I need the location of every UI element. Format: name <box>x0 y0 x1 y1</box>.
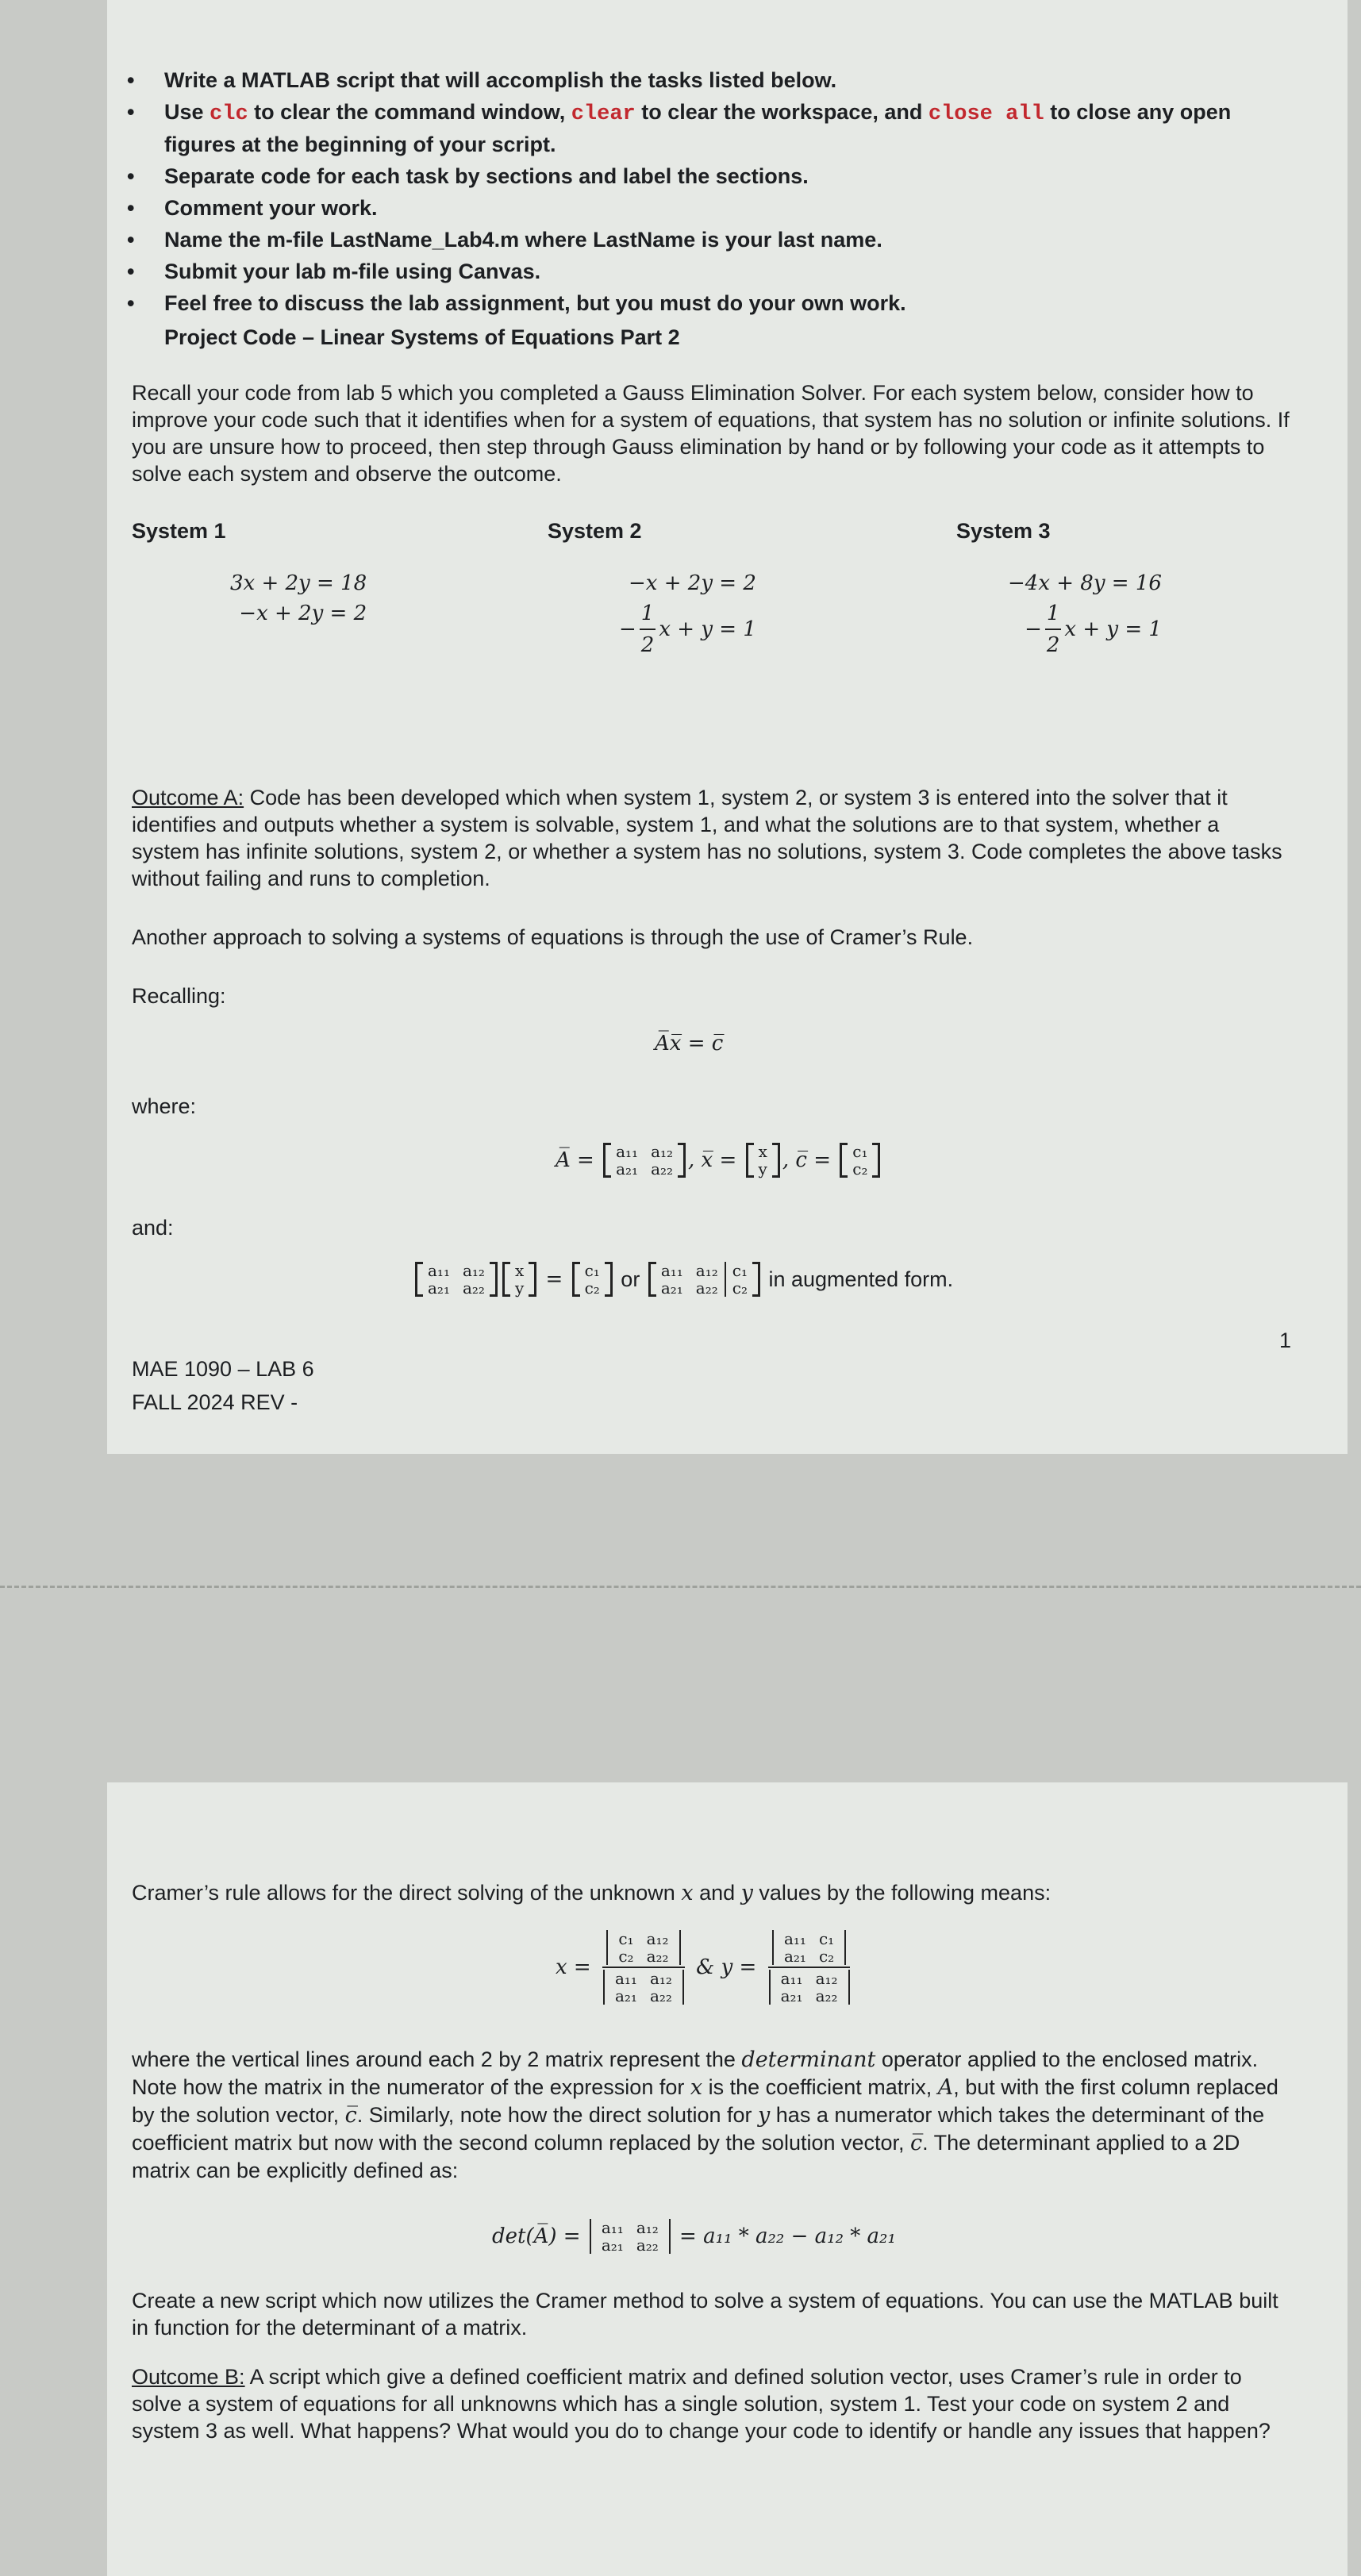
text-run: has a numerator which takes the determinant of the coefficient matrix but now with the second column replaced by the solution vector, <box>132 2103 1265 2155</box>
cramer-explanation <box>132 2046 1290 2184</box>
determinant <box>772 1930 846 1965</box>
equation-text: A̅x̅ = c̅ <box>655 1032 724 1055</box>
equation <box>413 1262 953 1297</box>
matrix-cell: c₁ <box>725 1262 754 1279</box>
outcome-a <box>132 784 1290 892</box>
text-run: Recall your code from lab 5 which you completed a Gauss Elimination Solver. For each system below, consider how to improve your code such that it identifies when for a system of equations, that system has no solution or infinite solutions. If you are unsure how to proceed, then step through Gauss elimination by hand or by following your code as it attempts to solve each system and observe the outcome. <box>132 381 1290 486</box>
code-keyword: clc <box>210 102 248 126</box>
math-symbol: determinant <box>741 2047 876 2072</box>
course-label: MAE 1090 – LAB 6 <box>132 1357 314 1381</box>
text-run: Separate code for each task by sections and label the sections. <box>164 164 809 188</box>
instruction-item <box>127 193 1270 223</box>
another-approach-text <box>132 924 1290 951</box>
underlined-label: Outcome A: <box>132 786 244 809</box>
matrix-cell: y <box>758 1159 767 1178</box>
code-keyword: close all <box>928 102 1044 126</box>
denominator <box>641 630 655 659</box>
matrix-cell: c₂ <box>852 1159 868 1178</box>
equation <box>767 1970 852 2005</box>
equation-augmented <box>413 1262 953 1297</box>
equation-definitions <box>556 1143 882 1178</box>
matrix-cell: a₁₂ <box>695 1261 718 1280</box>
instruction-item <box>127 65 1270 95</box>
math-symbol: y <box>758 2103 771 2128</box>
text-run: . Similarly, note how the direct solution for <box>356 2103 759 2127</box>
code-keyword: clear <box>571 102 636 126</box>
equation <box>641 600 655 627</box>
fraction <box>767 1930 852 2005</box>
matrix-cell: a₁₁ <box>616 1142 639 1161</box>
recall-paragraph <box>132 379 1290 487</box>
matrix <box>603 1143 686 1178</box>
matrix-cell: a₁₂ <box>462 1261 485 1280</box>
matrix-cell: a₁₁ <box>614 1969 637 1988</box>
text-run: Name the m-file LastName_Lab4.m where LastName is your last name. <box>164 228 882 252</box>
matrix-cell: c₂ <box>725 1279 754 1297</box>
project-title: Project Code – Linear Systems of Equations Part 2 <box>164 325 680 349</box>
matrix-cell: a₂₂ <box>462 1278 485 1298</box>
matrix-cell: a₁₂ <box>649 1969 672 1988</box>
bullet-icon: • <box>127 100 135 124</box>
equation-text: & y = <box>689 1955 763 1979</box>
underlined-label: Outcome B: <box>132 2365 245 2389</box>
equation-text: x + y = 1 <box>659 617 756 641</box>
numerator <box>1045 600 1062 630</box>
equation <box>1047 600 1060 627</box>
matrix <box>415 1262 498 1297</box>
cramer-formula <box>556 1930 855 2005</box>
equation <box>655 1032 723 1055</box>
system-equations <box>230 570 367 630</box>
numerator <box>768 1930 850 1968</box>
equation-text: − <box>619 617 636 641</box>
equation-text: 1 <box>1046 602 1060 625</box>
equation <box>556 1143 882 1178</box>
equation-text: = a₁₁ * a₂₂ − a₁₂ * a₂₁ <box>672 2224 896 2248</box>
equation-text: x + y = 1 <box>1064 617 1162 641</box>
matrix-cell: c₁ <box>818 1929 835 1948</box>
matrix-cell: a₂₁ <box>616 1159 639 1178</box>
equation-text: − <box>1025 617 1042 641</box>
create-script-text <box>132 2287 1290 2341</box>
matrix-cell: a₂₁ <box>780 1986 803 2005</box>
bullet-icon: • <box>127 291 135 315</box>
and-label: and: <box>132 1216 174 1240</box>
matrix-cell: a₁₁ <box>601 2218 624 2237</box>
equation-line <box>230 570 367 600</box>
math-symbol: x <box>690 2075 703 2100</box>
text-run: Submit your lab m-file using Canvas. <box>164 260 541 283</box>
numerator <box>602 1930 684 1968</box>
matrix-cell: a₂₂ <box>646 1947 669 1966</box>
matrix-cell: c₂ <box>818 1947 835 1966</box>
equation <box>604 1930 682 1965</box>
text-run: where the vertical lines around each 2 by 2 matrix represent the <box>132 2047 742 2071</box>
equation-text: −x + 2y = 2 <box>239 602 367 625</box>
text-run: to close any open figures at the beginning of your script. <box>164 100 1232 156</box>
equation-text: −x + 2y = 2 <box>629 571 756 595</box>
system-equations <box>1008 570 1162 659</box>
cramer-intro <box>132 1879 1290 1907</box>
equation-text: , c̅ = <box>782 1148 838 1172</box>
equation-text: 1 <box>640 602 655 625</box>
instruction-item <box>127 225 1270 255</box>
matrix-cell: a₂₁ <box>660 1278 683 1298</box>
text-run: is the coefficient matrix, <box>702 2075 938 2099</box>
matrix-cell: a₁₁ <box>660 1261 683 1280</box>
equation-line <box>619 570 756 600</box>
equation <box>239 600 367 627</box>
numerator <box>640 600 656 630</box>
equation-text: 2 <box>640 633 655 657</box>
system-label: System 3 <box>956 519 1051 543</box>
fraction <box>1045 600 1062 659</box>
matrix-cell: a₁₁ <box>428 1261 450 1280</box>
matrix <box>746 1143 780 1178</box>
text-run: Code has been developed which when system 1, system 2, or system 3 is entered into the solver that it identifies and outputs whether a system is solvable, system 1, and what the solutions are to that system, whether a system has infinite solutions, system 2, or whether a system has no solutions, system 3. Code completes the above tasks without failing and runs to completion. <box>132 786 1282 890</box>
text-run: operator applied to the enclosed matrix. Note how the matrix in the numerator of the expression for <box>132 2047 1259 2099</box>
matrix-cell: a₁₂ <box>815 1969 838 1988</box>
matrix-cell: c₂ <box>618 1947 634 1966</box>
determinant-formula <box>492 2219 896 2254</box>
matrix-cell: c₁ <box>852 1142 868 1161</box>
matrix-cell: a₂₂ <box>649 1986 672 2005</box>
equation-line <box>230 600 367 630</box>
instruction-item <box>127 161 1270 191</box>
text-run: to clear the workspace, and <box>635 100 928 124</box>
equation <box>601 1970 686 2005</box>
text-run: values by the following means: <box>752 1881 1052 1905</box>
matrix-cell: a₁₂ <box>651 1142 674 1161</box>
text-run: . The determinant applied to a 2D matrix can be explicitly defined as: <box>132 2131 1240 2182</box>
page-break-divider <box>0 1586 1361 1588</box>
system-label: System 2 <box>548 519 642 543</box>
denominator <box>1047 630 1060 659</box>
math-symbol: x <box>681 1881 694 1905</box>
matrix <box>840 1143 880 1178</box>
text-run: Create a new script which now utilizes the Cramer method to solve a system of equations. You can use the MATLAB built in function for the determinant of a matrix. <box>132 2289 1278 2340</box>
equation <box>629 570 756 597</box>
equation-text: x = <box>556 1955 598 1979</box>
equation-line <box>1008 600 1162 659</box>
instruction-item <box>127 97 1270 160</box>
equation <box>641 632 655 659</box>
matrix-cell: a₁₂ <box>636 2218 659 2237</box>
equation-text: A̅ = <box>556 1148 602 1172</box>
bullet-icon: • <box>127 228 135 252</box>
text-run: A script which give a defined coefficient matrix and defined solution vector, uses Cramer’s rule in order to solve a system of equations for all unknowns which has a single solution, system 1. Test your code on system 2 and system 3 as well. What happens? What would you do to change your code to identify or handle any issues that happen? <box>132 2365 1271 2443</box>
determinant <box>590 2219 671 2254</box>
text-run: , but with the first column replaced by the solution vector, <box>132 2075 1278 2127</box>
matrix-cell: a₂₁ <box>783 1947 806 1966</box>
equation-line <box>619 600 756 659</box>
matrix-cell: c₁ <box>618 1929 634 1948</box>
matrix-cell: x <box>514 1261 525 1280</box>
matrix <box>502 1262 536 1297</box>
instruction-item <box>127 288 1270 318</box>
matrix-cell: y <box>514 1278 525 1298</box>
text-run: Cramer’s rule allows for the direct solving of the unknown <box>132 1881 682 1905</box>
matrix-cell: c₂ <box>584 1278 600 1298</box>
matrix-cell: a₂₁ <box>428 1278 450 1298</box>
equation-line <box>1008 570 1162 600</box>
equation <box>492 2219 896 2254</box>
text-run: Use <box>164 100 210 124</box>
outcome-b <box>132 2363 1290 2444</box>
equation-text: , x̅ = <box>688 1148 744 1172</box>
math-symbol: y <box>740 1881 753 1905</box>
equation-ax-c <box>655 1032 723 1055</box>
denominator <box>601 1968 686 2005</box>
equation <box>230 570 367 597</box>
equation <box>619 600 756 659</box>
text-run: Another approach to solving a systems of equations is through the use of Cramer’s Rule. <box>132 925 974 949</box>
system-label: System 1 <box>132 519 226 543</box>
math-symbol: c̅ <box>910 2131 923 2155</box>
matrix <box>648 1262 760 1297</box>
matrix-cell: x <box>758 1142 767 1161</box>
matrix-cell: a₂₂ <box>815 1986 838 2005</box>
equation-text: det(A̅) = <box>492 2224 587 2248</box>
matrix-cell: a₂₁ <box>601 2236 624 2255</box>
bullet-icon: • <box>127 260 135 283</box>
bullet-icon: • <box>127 164 135 188</box>
denominator <box>767 1968 852 2005</box>
math-symbol: A <box>937 2075 954 2100</box>
matrix-cell: a₁₂ <box>646 1929 669 1948</box>
matrix-cell: a₂₁ <box>614 1986 637 2005</box>
text-run: and <box>693 1881 741 1905</box>
bullet-icon: • <box>127 68 135 92</box>
equation-text: in augmented form. <box>762 1267 954 1291</box>
determinant <box>769 1970 850 2005</box>
matrix-cell: a₁₁ <box>783 1929 806 1948</box>
text-run: Comment your work. <box>164 196 378 220</box>
matrix-cell: a₂₂ <box>636 2236 659 2255</box>
text-run: Feel free to discuss the lab assignment, but you must do your own work. <box>164 291 906 315</box>
equation-text: 3x + 2y = 18 <box>230 571 367 595</box>
math-symbol: c̅ <box>344 2103 357 2128</box>
matrix-cell: a₂₂ <box>695 1278 718 1298</box>
text-run: Write a MATLAB script that will accomplish the tasks listed below. <box>164 68 837 92</box>
matrix-cell: c₁ <box>584 1261 600 1280</box>
bullet-icon: • <box>127 196 135 220</box>
determinant <box>606 1930 680 1965</box>
fraction <box>640 600 656 659</box>
equation <box>1047 632 1060 659</box>
matrix-cell: a₂₂ <box>651 1159 674 1178</box>
equation-text: −4x + 8y = 16 <box>1008 571 1162 595</box>
page-number: 1 <box>1279 1328 1292 1352</box>
revision-label: FALL 2024 REV - <box>132 1390 298 1414</box>
fraction <box>601 1930 686 2005</box>
text-run: to clear the command window, <box>248 100 571 124</box>
instruction-item <box>127 256 1270 286</box>
equation-text: = <box>539 1267 570 1291</box>
equation <box>770 1930 848 1965</box>
system-equations <box>619 570 756 659</box>
where-label: where: <box>132 1094 197 1118</box>
matrix-cell: a₁₁ <box>780 1969 803 1988</box>
equation-text: or <box>614 1267 646 1291</box>
recalling-label: Recalling: <box>132 984 226 1008</box>
equation <box>1025 600 1162 659</box>
equation <box>556 1930 855 2005</box>
equation <box>1008 570 1162 597</box>
instruction-list <box>127 65 1270 320</box>
matrix <box>572 1262 613 1297</box>
determinant <box>603 1970 684 2005</box>
equation-text: 2 <box>1046 633 1060 657</box>
